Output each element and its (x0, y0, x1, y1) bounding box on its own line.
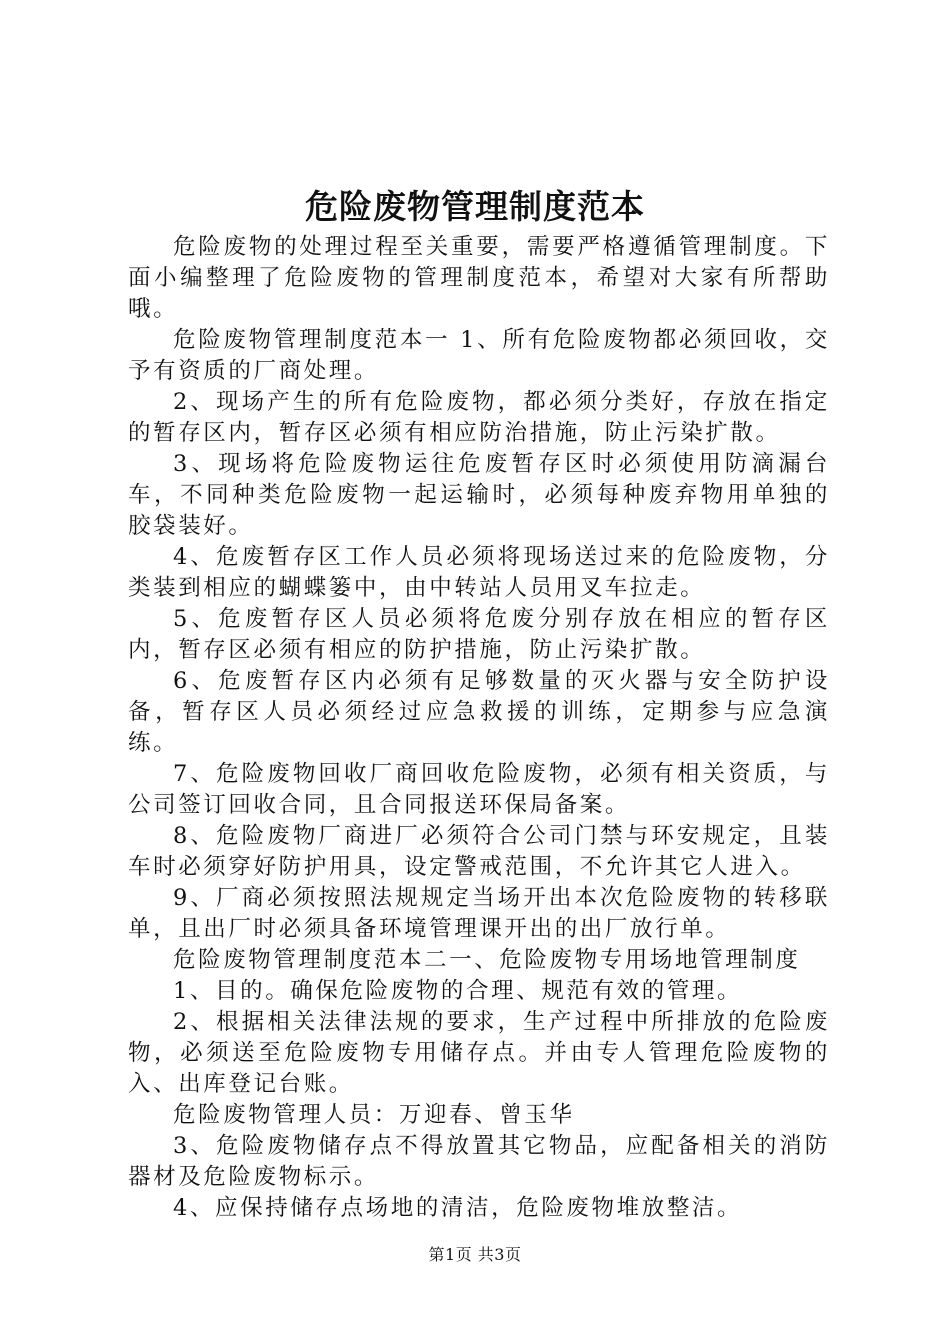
paragraph-item-7: 7、危险废物回收厂商回收危险废物，必须有相关资质，与公司签订回收合同，且合同报送环保局备案。 (128, 761, 830, 818)
document-body (128, 232, 830, 1224)
paragraph-item-8: 8、危险废物厂商进厂必须符合公司门禁与环安规定，且装车时必须穿好防护用具，设定警戒范围，不允许其它人进入。 (128, 823, 830, 880)
page-number-footer: 第1页 共3页 (428, 1245, 522, 1264)
paragraph-personnel: 危险废物管理人员：万迎春、曾玉华 (173, 1102, 575, 1128)
paragraph-intro: 危险废物的处理过程至关重要，需要严格遵循管理制度。下面小编整理了危险废物的管理制度范本，希望对大家有所帮助哦。 (128, 234, 830, 322)
paragraph-purpose: 1、目的。确保危险废物的合理、规范有效的管理。 (173, 978, 743, 1004)
document-title: 危险废物管理制度范本 (305, 187, 645, 226)
paragraph-regulation: 2、根据相关法律法规的要求，生产过程中所排放的危险废物，必须送至危险废物专用储存点。并由专人管理危险废物的入、出库登记台账。 (128, 1009, 830, 1097)
paragraph-template-one-item-1: 危险废物管理制度范本一 1、所有危险废物都必须回收，交予有资质的厂商处理。 (128, 327, 830, 384)
paragraph-item-5: 5、危废暂存区人员必须将危废分别存放在相应的暂存区内，暂存区必须有相应的防护措施，防止污染扩散。 (128, 606, 830, 663)
paragraph-item-4: 4、危废暂存区工作人员必须将现场送过来的危险废物，分类装到相应的蝴蝶篓中，由中转站人员用叉车拉走。 (128, 544, 830, 601)
paragraph-item-3: 3、现场将危险废物运往危废暂存区时必须使用防滴漏台车，不同种类危险废物一起运输时，必须每种废弃物用单独的胶袋装好。 (128, 451, 830, 539)
paragraph-item-6: 6、危废暂存区内必须有足够数量的灭火器与安全防护设备，暂存区人员必须经过应急救援的训练，定期参与应急演练。 (128, 668, 830, 756)
paragraph-item-2: 2、现场产生的所有危险废物，都必须分类好，存放在指定的暂存区内，暂存区必须有相应防治措施，防止污染扩散。 (128, 389, 830, 446)
paragraph-cleanliness: 4、应保持储存点场地的清洁，危险废物堆放整洁。 (173, 1195, 743, 1221)
paragraph-storage-rules: 3、危险废物储存点不得放置其它物品，应配备相关的消防器材及危险废物标示。 (128, 1133, 830, 1190)
paragraph-template-two-heading: 危险废物管理制度范本二一、危险废物专用场地管理制度 (173, 947, 801, 973)
paragraph-item-9: 9、厂商必须按照法规规定当场开出本次危险废物的转移联单，且出厂时必须具备环境管理课开出的出厂放行单。 (128, 885, 830, 942)
